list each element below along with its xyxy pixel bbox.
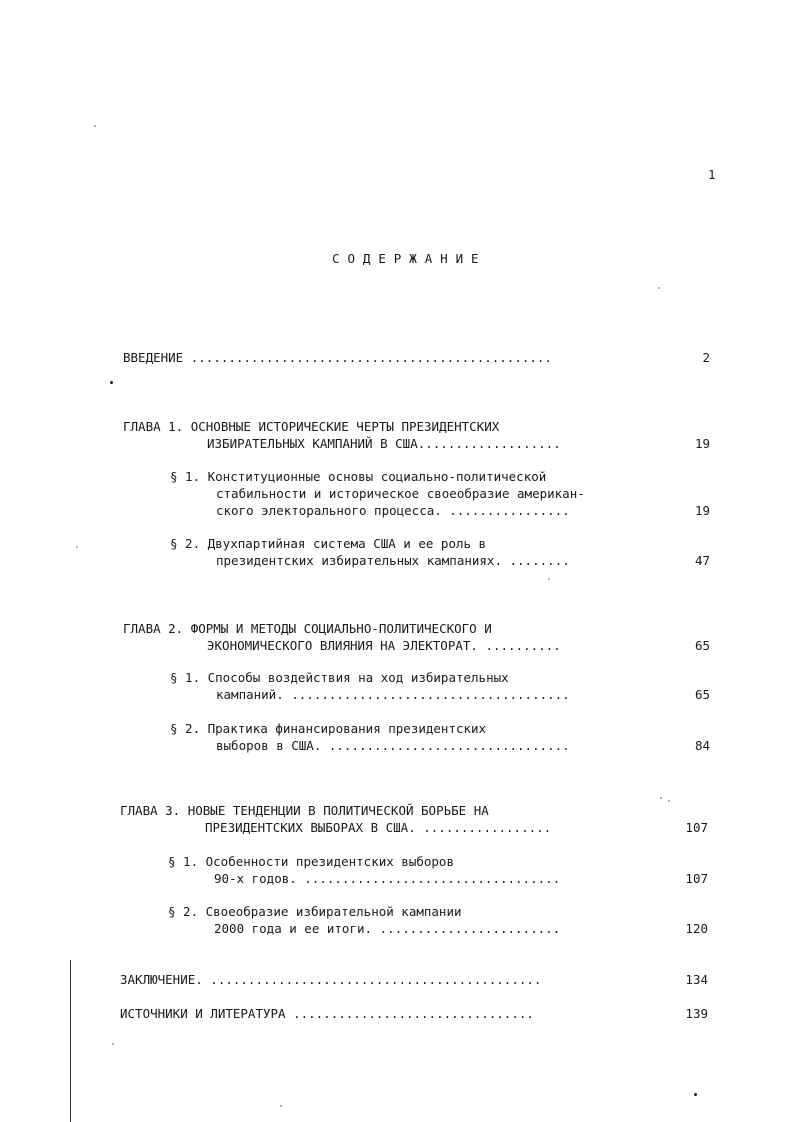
- section-line: кампаний. .....................................: [216, 687, 570, 702]
- page-number: 1: [708, 167, 716, 182]
- scan-speck: [112, 1043, 114, 1045]
- toc-entry-page: 107: [685, 871, 708, 886]
- toc-entry-text: ВВЕДЕНИЕ ................................................: [123, 350, 552, 365]
- toc-entry-page: 47: [694, 553, 710, 568]
- toc-entry-page: 134: [685, 972, 708, 987]
- scan-speck: [110, 381, 113, 384]
- scan-speck: [76, 546, 78, 548]
- scan-speck: [94, 125, 96, 127]
- section-line: § 1. Конституционные основы социально-политической: [170, 469, 547, 484]
- scan-speck: [658, 287, 660, 289]
- toc-entry-text: ЗАКЛЮЧЕНИЕ. ............................................: [120, 972, 542, 987]
- toc-entry-text: ИСТОЧНИКИ И ЛИТЕРАТУРА ................................: [120, 1006, 534, 1021]
- toc-entry-page: 65: [694, 638, 710, 653]
- section-line: выборов в США. ................................: [216, 738, 570, 753]
- toc-entry-page: 120: [685, 921, 708, 936]
- toc-entry-page: 2: [702, 350, 710, 365]
- scan-speck: [694, 1093, 697, 1096]
- scan-speck: [280, 1105, 282, 1107]
- toc-title: С О Д Е Р Ж А Н И Е: [332, 251, 479, 266]
- section-line: § 1. Способы воздействия на ход избирательных: [170, 670, 509, 685]
- toc-entry-page: 84: [694, 738, 710, 753]
- section-line: § 1. Особенности президентских выборов: [168, 854, 454, 869]
- section-line: 2000 года и ее итоги. ........................: [214, 921, 561, 936]
- section-line: ского электорального процесса. ................: [216, 503, 570, 518]
- chapter-heading-line: ГЛАВА 2. ФОРМЫ И МЕТОДЫ СОЦИАЛЬНО-ПОЛИТИЧЕСКОГО И: [123, 621, 492, 636]
- toc-entry-page: 139: [685, 1006, 708, 1021]
- chapter-heading-line: ГЛАВА 3. НОВЫЕ ТЕНДЕНЦИИ В ПОЛИТИЧЕСКОЙ БОРЬБЕ НА: [120, 803, 489, 818]
- scan-speck: [668, 800, 670, 802]
- scan-speck: [548, 578, 550, 580]
- section-line: § 2. Своеобразие избирательной кампании: [168, 904, 462, 919]
- chapter-heading-line: ГЛАВА 1. ОСНОВНЫЕ ИСТОРИЧЕСКИЕ ЧЕРТЫ ПРЕЗИДЕНТСКИХ: [123, 419, 500, 434]
- toc-entry-page: 19: [694, 503, 710, 518]
- toc-entry-page: 65: [694, 687, 710, 702]
- chapter-heading-line: ЭКОНОМИЧЕСКОГО ВЛИЯНИЯ НА ЭЛЕКТОРАТ. ..........: [207, 638, 561, 653]
- section-line: президентских избирательных кампаниях. ........: [216, 553, 570, 568]
- section-line: § 2. Двухпартийная система США и ее роль в: [170, 536, 487, 551]
- section-line: § 2. Практика финансирования президентских: [170, 721, 487, 736]
- scan-speck: [660, 797, 662, 799]
- section-line: 90-х годов. ..................................: [214, 871, 561, 886]
- chapter-heading-line: ИЗБИРАТЕЛЬНЫХ КАМПАНИЙ В США...................: [207, 436, 561, 451]
- section-line: стабильности и историческое своеобразие американ-: [216, 486, 585, 501]
- toc-entry-page: 107: [685, 820, 708, 835]
- chapter-heading-line: ПРЕЗИДЕНТСКИХ ВЫБОРАХ В США. .................: [205, 820, 552, 835]
- scan-edge-line: [70, 960, 71, 1122]
- toc-entry-page: 19: [694, 436, 710, 451]
